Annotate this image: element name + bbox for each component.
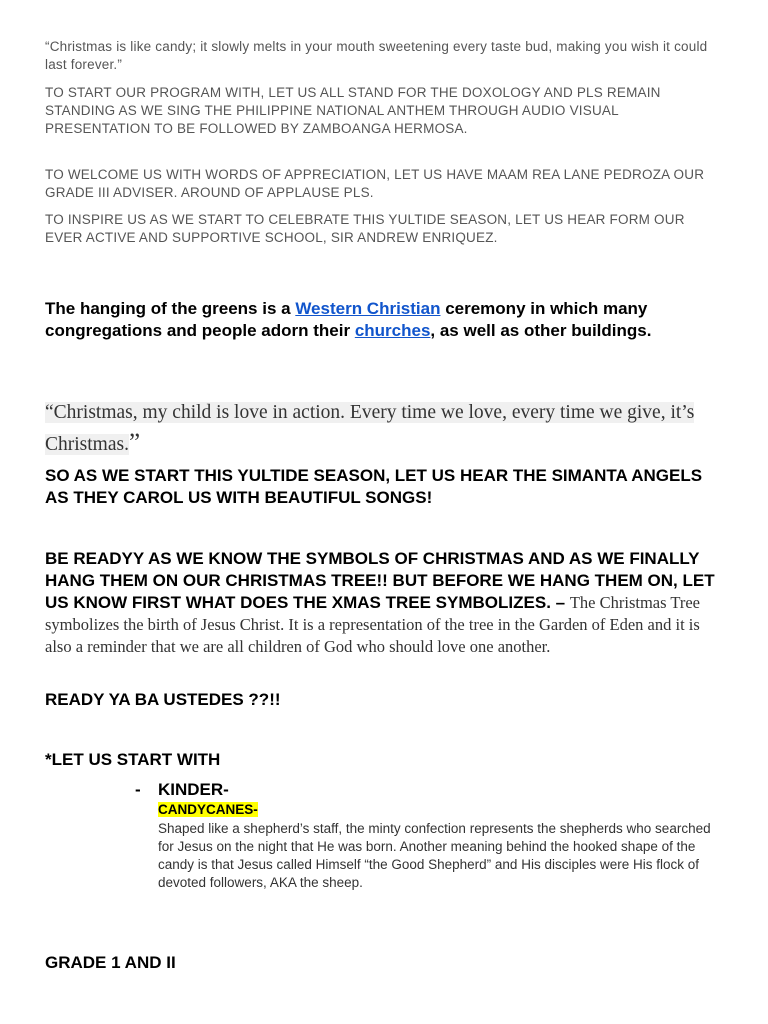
love-quote: [45, 398, 695, 460]
candycanes-item: [158, 802, 258, 818]
kinder-bullet: -: [135, 780, 141, 799]
western-christian-link[interactable]: Western Christian: [295, 299, 441, 318]
program-start-paragraph: TO START OUR PROGRAM WITH, LET US ALL STAND FOR THE DOXOLOGY AND PLS REMAIN STANDING AS WE SING THE PHILIPPINE NATIONAL ANTHEM THROUGH AUDIO VISUAL PRESENTATION TO BE FOLLOWED BY ZAMBOANGA HERMOSA.: [45, 85, 661, 136]
love-quote-text: “Christmas, my child is love in action. Every time we love, every time we give, it’s Christmas.: [45, 402, 695, 455]
greens-text-b: ceremony in which many congregations and people adorn their: [45, 299, 648, 340]
greens-paragraph: [45, 298, 725, 342]
churches-link[interactable]: churches: [354, 321, 431, 340]
candycanes-highlight: CANDYCANES-: [158, 802, 258, 817]
grade-heading: GRADE 1 AND II: [45, 953, 176, 972]
love-quote-close-mark: ”: [128, 429, 141, 456]
start-with-heading: *LET US START WITH: [45, 750, 221, 769]
symbols-serif-text: The Christmas Tree symbolizes the birth of Jesus Christ. It is a representation of the tree in the Garden of Eden and it is also a reminder that we are all children of God who should love one another.: [45, 593, 700, 656]
symbols-paragraph: [45, 548, 725, 658]
inspire-paragraph: TO INSPIRE US AS WE START TO CELEBRATE THIS YULTIDE SEASON, LET US HEAR FORM OUR EVER ACTIVE AND SUPPORTIVE SCHOOL, SIR ANDREW ENRIQUEZ.: [45, 212, 685, 245]
ready-heading: READY YA BA USTEDES ??!!: [45, 690, 281, 709]
kinder-label: KINDER-: [158, 780, 229, 799]
welcome-paragraph: TO WELCOME US WITH WORDS OF APPRECIATION, LET US HAVE MAAM REA LANE PEDROZA OUR GRADE III ADVISER. AROUND OF APPLAUSE PLS.: [45, 167, 705, 200]
simanta-paragraph: SO AS WE START THIS YULTIDE SEASON, LET US HEAR THE SIMANTA ANGELS AS THEY CAROL US WITH BEAUTIFUL SONGS!: [45, 466, 703, 507]
symbols-bold-text: BE READYY AS WE KNOW THE SYMBOLS OF CHRISTMAS AND AS WE FINALLY HANG THEM ON OUR CHRISTMAS TREE!! BUT BEFORE WE HANG THEM ON, LET US KNOW FIRST WHAT DOES THE XMAS TREE SYMBOLIZES. –: [45, 549, 715, 612]
candycanes-description: Shaped like a shepherd’s staff, the minty confection represents the shepherds who searched for Jesus on the night that He was born. Another meaning behind the hooked shape of the candy is that Jesus called Himself “the Good Shepherd” and His disciples were His flock of devoted followers, AKA the sheep.: [158, 821, 711, 890]
greens-text-c: , as well as other buildings.: [430, 321, 652, 340]
intro-quote: “Christmas is like candy; it slowly melts in your mouth sweetening every taste bud, making you wish it could last forever.”: [45, 39, 708, 72]
greens-text-a: The hanging of the greens is a: [45, 299, 296, 318]
